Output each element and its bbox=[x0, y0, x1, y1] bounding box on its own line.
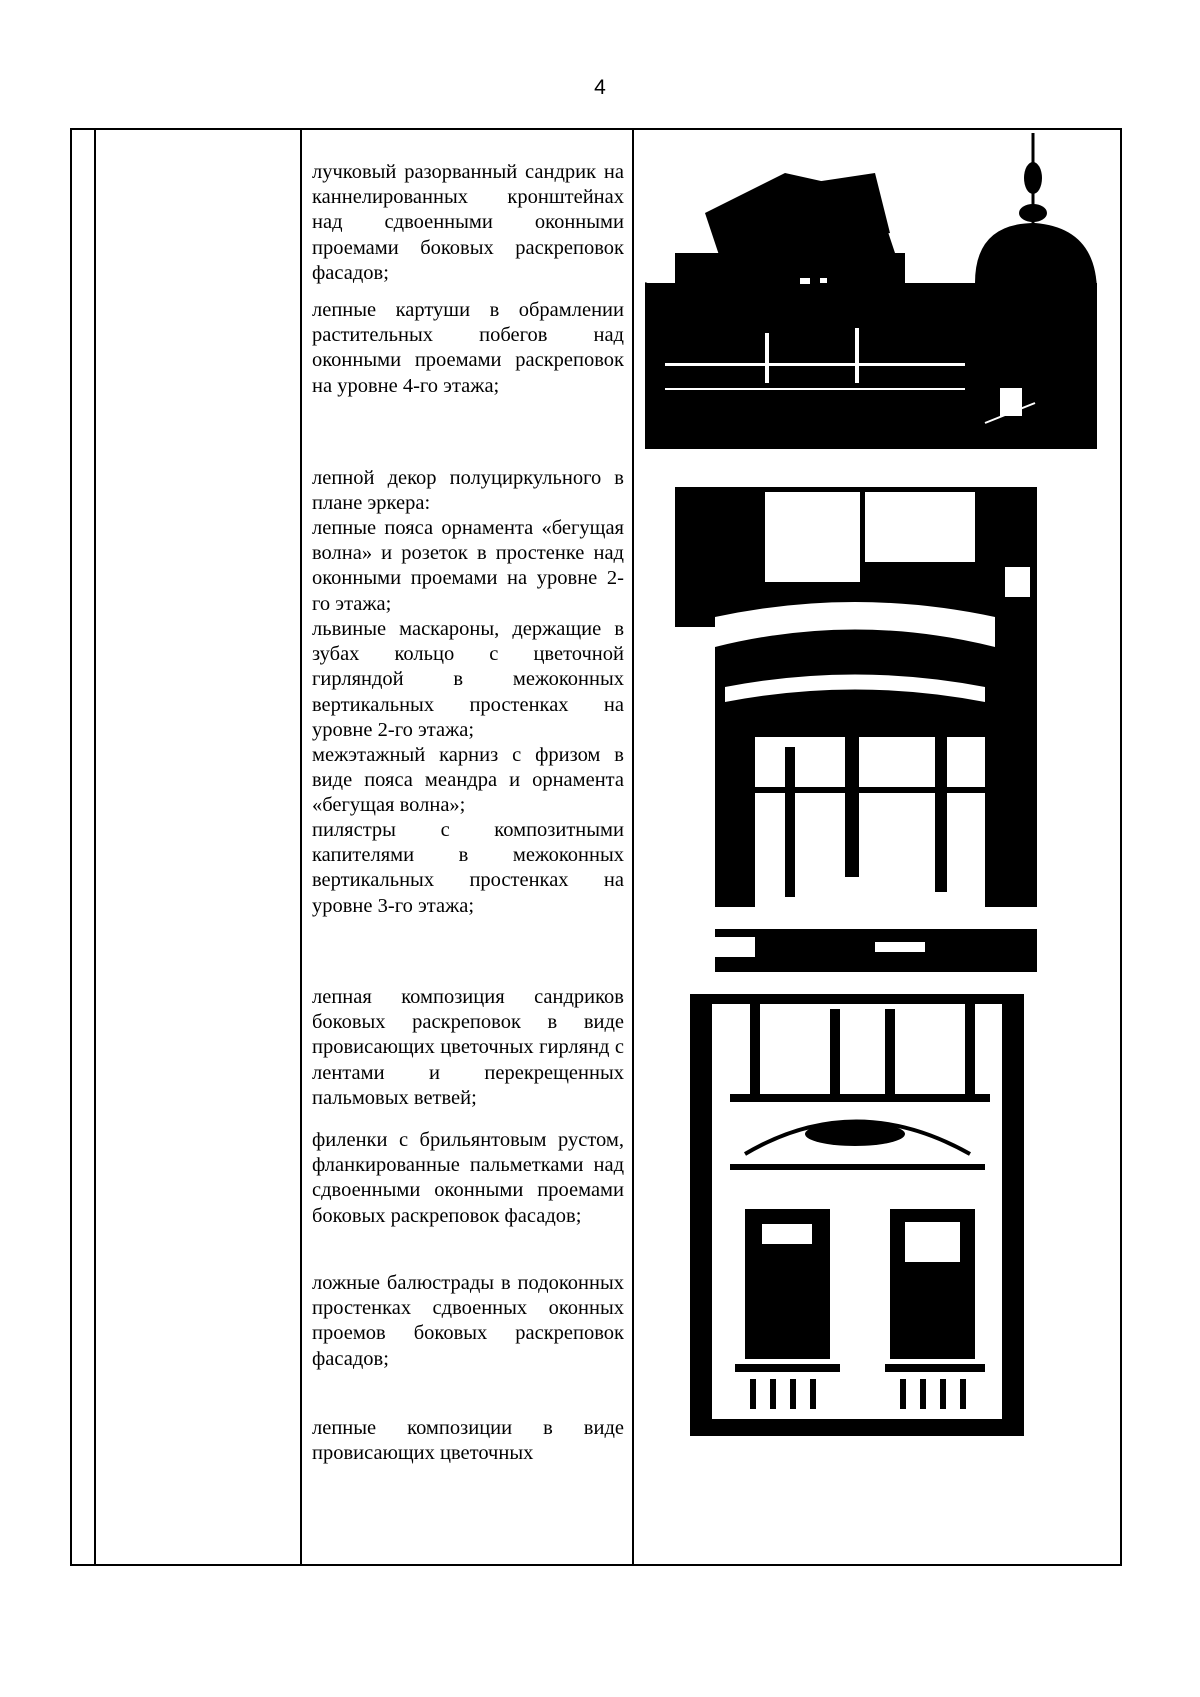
decor-item: лепные пояса орнамента «бегущая волна» и розеток в простенке над оконными проемами на уровне 2-го этажа; bbox=[312, 517, 624, 615]
decor-item: ложные балюстрады в подоконных простенках сдвоенных оконных проемов боковых раскреповок фасадов; bbox=[312, 1272, 624, 1370]
page-number: 4 bbox=[594, 76, 606, 99]
column-divider bbox=[632, 130, 634, 1564]
facade-roof-photo bbox=[645, 133, 1097, 449]
decor-item: лепные композиции в виде провисающих цветочных bbox=[312, 1417, 624, 1465]
decor-item: лепные картуши в обрамлении растительных побегов над оконными проемами раскреповок на уровне 4-го этажа; bbox=[312, 299, 624, 397]
document-table bbox=[70, 128, 1122, 1566]
column-divider bbox=[94, 130, 96, 1564]
column-divider bbox=[300, 130, 302, 1564]
decor-item: филенки с брильянтовым рустом, фланкированные пальметками над сдвоенными оконными проемами боковых раскреповок фасадов; bbox=[312, 1129, 624, 1227]
bay-window-photo bbox=[675, 487, 1037, 972]
decor-item: лучковый разорванный сандрик на каннелированных кронштейнах над сдвоенными оконными проемами боковых раскреповок фасадов; bbox=[312, 161, 624, 284]
decor-item: лепная композиция сандриков боковых раскреповок в виде провисающих цветочных гирлянд с лентами и перекрещенных пальмовых ветвей; bbox=[312, 986, 624, 1109]
decor-item: пилястры с композитными капителями в межоконных вертикальных простенках на уровне 3-го этажа; bbox=[312, 819, 624, 917]
facade-balustrade-photo bbox=[690, 994, 1024, 1436]
decor-item: межэтажный карниз с фризом в виде пояса меандра и орнамента «бегущая волна»; bbox=[312, 744, 624, 817]
decor-item: лепной декор полуциркульного в плане эркера: bbox=[312, 467, 624, 515]
decor-item: львиные маскароны, держащие в зубах кольцо с цветочной гирляндой в межоконных вертикальных простенках на уровне 2-го этажа; bbox=[312, 618, 624, 741]
